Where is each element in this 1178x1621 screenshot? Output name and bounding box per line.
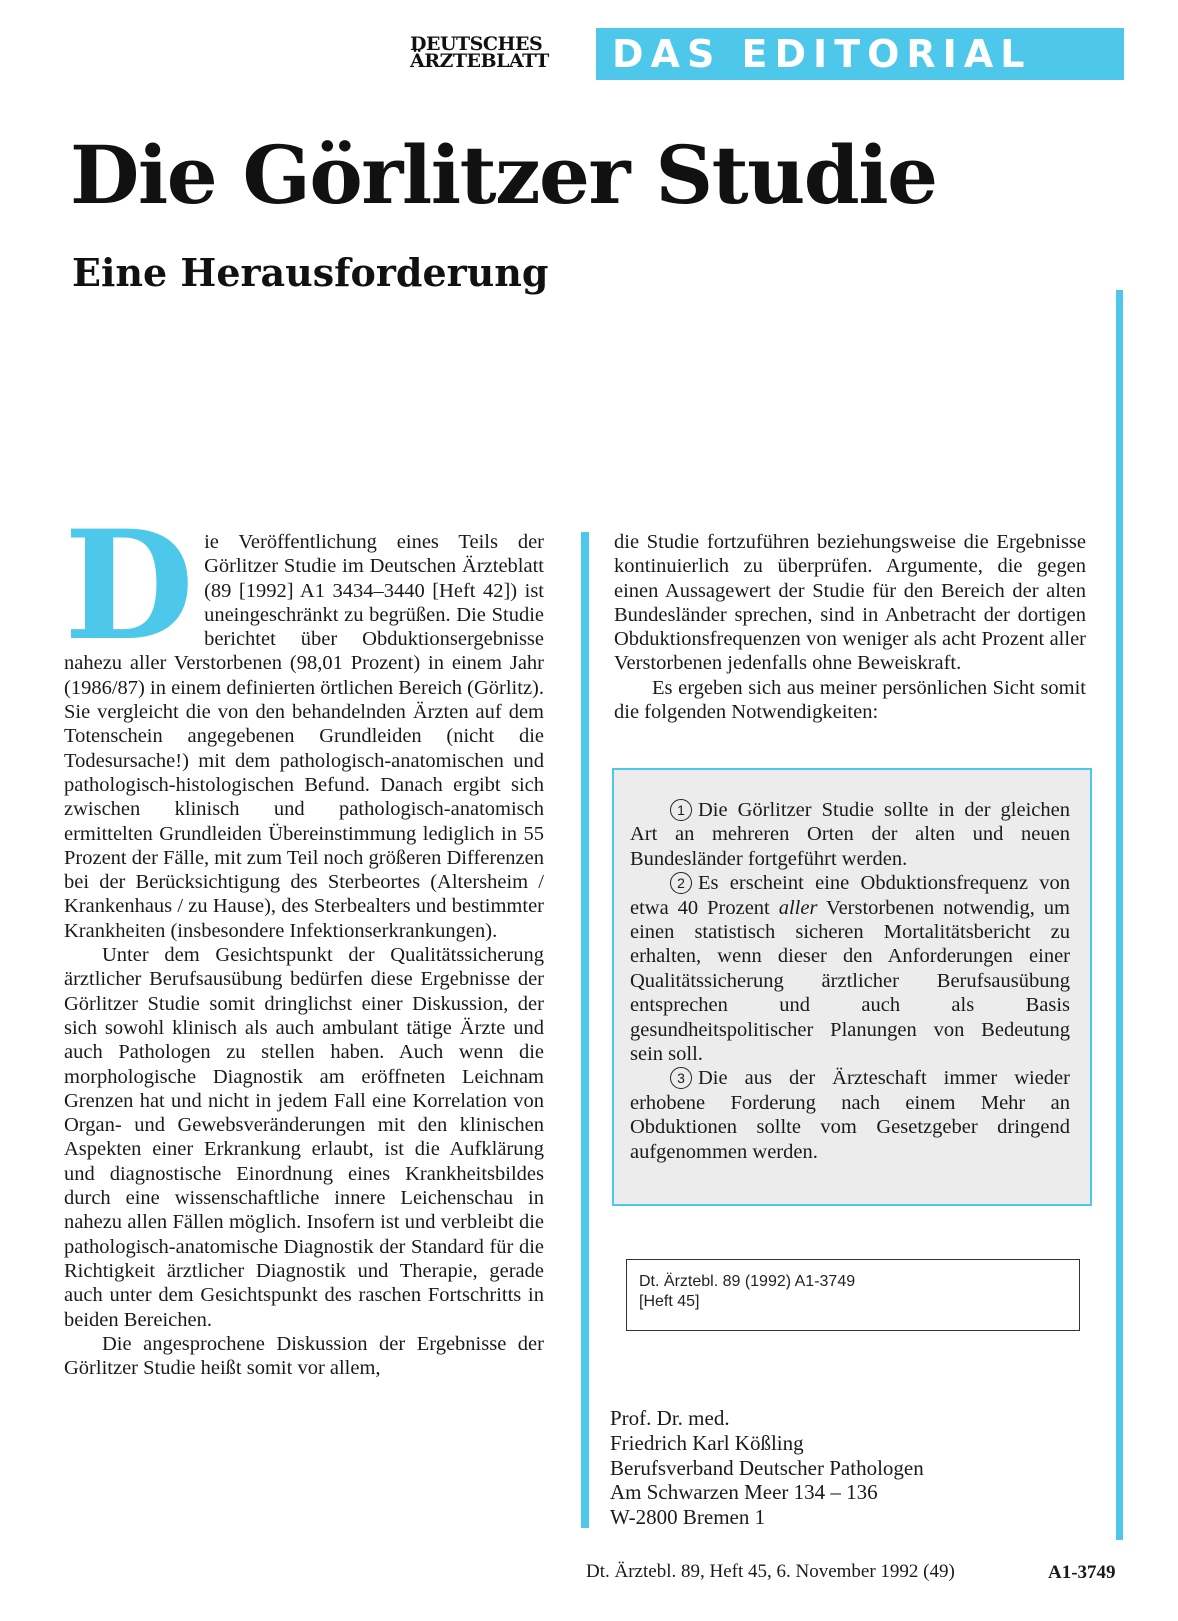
circled-number-icon: 2	[670, 872, 692, 894]
recommendation-text-end: Verstorbenen notwendig, um einen statistisch sicheren Mortalitätsbericht zu erhalten, wenn dieser den Anforderungen einer Qualitätssicherung ärztlicher Berufsausübung entsprechen und auch als Basis gesundheitspolitischer Planungen von Bedeutung sein soll.	[630, 896, 1070, 1066]
paragraph-1-text: ie Veröffentlichung eines Teils der Görlitzer Studie im Deutschen Ärzteblatt (89 [1992] A1 3434–3440 [Heft 42]) ist uneingeschränkt zu begrüßen. Die Studie berichtet über Obduktionsergebnisse nahezu aller Verstorbenen (98,01 Prozent) in einem Jahr (1986/87) in einem definierten örtlichen Bereich (Görlitz). Sie vergleicht die von den behandelnden Ärzten auf dem Totenschein angegebenen Grundleiden (nicht die Todesursache!) mit dem pathologisch-anatomischen und pathologisch-histologischen Befund. Danach ergibt sich zwischen klinisch und pathologisch-anatomisch ermittelten Grundleiden Übereinstimmung lediglich in 55 Prozent der Fälle, mit zum Teil noch größeren Differenzen bei der Berücksichtigung des Sterbeortes (Altersheim / Krankenhaus / zu Hause), des Sterbealters und bestimmter Krankheiten (insbesondere Infektionserkrankungen).	[64, 531, 544, 942]
masthead-line-2: ÄRZTEBLATT	[410, 50, 549, 72]
recommendation-emphasis: aller	[778, 896, 818, 919]
citation-box	[626, 1259, 1080, 1331]
paragraph-3: Die angesprochene Diskussion der Ergebnisse der Görlitzer Studie heißt somit vor allem,	[64, 1332, 544, 1380]
column-divider-rule	[581, 532, 589, 1528]
paragraph-2: Unter dem Gesichtspunkt der Qualitätssicherung ärztlicher Berufsausübung bedürfen diese Ergebnisse der Görlitzer Studie somit dringlichst einer Diskussion, der sich sowohl klinisch als auch ambulant tätige Ärzte und auch Pathologen zu stellen haben. Auch wenn die morphologische Diagnostik am eröffneten Leichnam Grenzen hat und nicht in jedem Fall eine Korrelation von Organ- und Gewebsveränderungen mit den klinischen Aspekten einer Erkrankung erlaubt, ist die Aufklärung und diagnostische Einordnung eines Krankheitsbildes durch eine wissenschaftliche innere Leichenschau in nahezu allen Fällen möglich. Insofern ist und verbleibt die pathologisch-anatomische Diagnostik der Standard für die Richtigkeit ärztlicher Diagnostik und Therapie, gerade auch unter dem Gesichtspunkt des raschen Fortschritts in beiden Bereichen.	[64, 944, 544, 1331]
paragraph-5: Es ergeben sich aus meiner persönlichen Sicht somit die folgenden Notwendigkeiten:	[614, 676, 1086, 724]
section-label: DAS EDITORIAL	[612, 32, 1032, 76]
author-organization: Berufsverband Deutscher Pathologen	[610, 1455, 924, 1480]
citation	[639, 1272, 855, 1312]
recommendation-item	[630, 871, 1070, 1066]
masthead-line-1: DEUTSCHES	[410, 33, 543, 55]
author-street: Am Schwarzen Meer 134 – 136	[610, 1480, 878, 1505]
author-title: Prof. Dr. med.	[610, 1406, 730, 1430]
author-city: W-2800 Bremen 1	[610, 1505, 766, 1530]
left-column	[64, 498, 544, 1380]
recommendation-item	[630, 798, 1070, 871]
page-subtitle: Eine Herausforderung	[72, 250, 549, 295]
recommendation-text: Die Görlitzer Studie sollte in der gleichen Art an mehreren Orten der alten und neuen Bundesländer fortgeführt werden.	[630, 799, 1070, 870]
page-title: Die Görlitzer Studie	[70, 128, 937, 222]
author-name: Friedrich Karl Kößling	[610, 1430, 804, 1455]
recommendation-item	[630, 1066, 1070, 1164]
paragraph-4: die Studie fortzuführen beziehungsweise die Ergebnisse kontinuierlich zu überprüfen. Argumente, die gegen einen Aussagewert der Studie für den Bereich der alten Bundesländer sprechen, sind in Anbetracht der dortigen Obduktionsfrequenzen von weniger als acht Prozent aller Verstorbenen jedenfalls ohne Beweiskraft.	[614, 531, 1086, 675]
recommendation-text: Die aus der Ärzteschaft immer wieder erhobene Forderung nach einem Mehr an Obduktionen sollte vom Gesetzgeber dringend aufgenommen werden.	[630, 1067, 1070, 1163]
circled-number-icon: 3	[670, 1067, 692, 1089]
recommendations-box	[612, 768, 1092, 1206]
author-block	[610, 1406, 924, 1530]
page-number: A1-3749	[1048, 1562, 1116, 1583]
citation-line-2: [Heft 45]	[639, 1293, 700, 1310]
right-column	[614, 530, 1086, 724]
right-accent-rule	[1116, 290, 1123, 1540]
section-banner	[596, 28, 1124, 80]
recommendations-list	[630, 798, 1070, 1164]
circled-number-icon: 1	[670, 799, 692, 821]
recommendation-text-start: Es erscheint eine Obduktionsfrequenz von etwa 40 Prozent	[630, 872, 1070, 919]
citation-line-1: Dt. Ärztebl. 89 (1992) A1-3749	[639, 1273, 856, 1290]
paragraph-1	[64, 498, 544, 943]
drop-cap: D	[64, 498, 195, 674]
footer-reference: Dt. Ärztebl. 89, Heft 45, 6. November 1992 (49)	[586, 1561, 955, 1582]
masthead-logo	[410, 33, 549, 72]
